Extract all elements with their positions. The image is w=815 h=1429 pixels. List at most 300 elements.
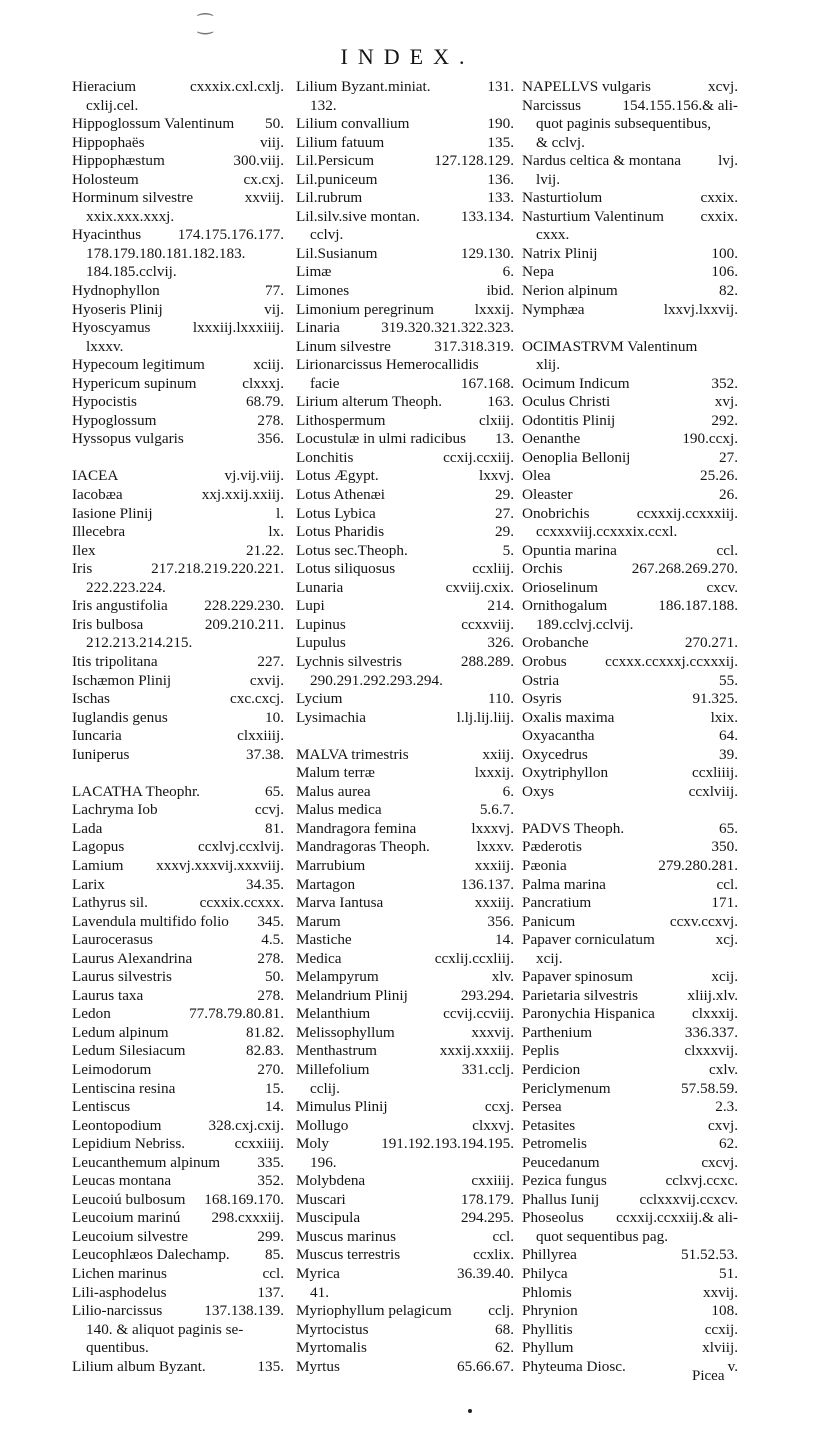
entry-term: Hieracium [72, 78, 137, 95]
index-entry [296, 987, 514, 1006]
index-entry [72, 1302, 284, 1321]
index-entry [296, 690, 514, 709]
entry-term: Ocimum Indicum [522, 374, 630, 392]
index-entry [72, 1061, 284, 1080]
entry-term: Lichen marinus [72, 1265, 167, 1282]
index-entry [296, 653, 514, 672]
entry-term: Iuncaria [72, 727, 122, 745]
entry-term: Melissophyllum [296, 1023, 395, 1041]
index-entry [72, 1228, 284, 1247]
entry-pages: 278. [257, 949, 284, 967]
entry-term: Linum silvestre [296, 337, 391, 355]
entry-pages: 209.210.211. [204, 615, 284, 633]
index-entry [522, 560, 738, 579]
index-entry-continuation: cclij. [310, 1079, 340, 1097]
index-entry [296, 505, 514, 524]
index-entry [522, 97, 738, 116]
entry-pages: 15. [265, 1079, 284, 1097]
index-entry [72, 319, 284, 338]
index-entry [522, 1191, 738, 1210]
entry-term: Mollugo [296, 1116, 349, 1134]
entry-pages: cxc.cxcj. [230, 690, 284, 708]
page-corner-mark: ⁐ [198, 14, 213, 34]
entry-term: Leucoiú bulbosum [72, 1190, 186, 1208]
entry-pages: 278. [257, 986, 284, 1004]
ink-dot [468, 1409, 472, 1413]
catchword: Picea [692, 1368, 725, 1384]
index-entry [296, 968, 514, 987]
entry-term: Lotus Ægypt. [296, 467, 379, 485]
entry-term: Lil.puniceum [296, 170, 378, 188]
entry-pages: lxxvj. [478, 467, 514, 485]
index-entry [72, 857, 284, 876]
index-entry [72, 950, 284, 969]
index-entry [522, 876, 738, 895]
entry-pages: 25.26. [700, 467, 738, 485]
index-entry [72, 171, 284, 190]
entry-pages: 190. [487, 115, 514, 133]
index-section-start [72, 783, 284, 802]
entry-term: Myrtomalis [296, 1339, 367, 1357]
entry-term: OCIMASTRVM Valentinum [522, 337, 698, 355]
entry-term: Myrica [296, 1265, 340, 1282]
entry-pages: 319.320.321.322.323. [381, 319, 514, 337]
entry-pages: 13. [495, 430, 514, 448]
entry-term: Lupi [296, 597, 325, 615]
index-entry [72, 1154, 284, 1173]
entry-pages: 356. [487, 912, 514, 930]
index-entry [72, 356, 284, 375]
entry-term: Panicum [522, 912, 576, 930]
entry-term: Nepa [522, 263, 555, 281]
entry-term: Lotus sec.Theoph. [296, 541, 408, 559]
entry-term: Locustulæ in ulmi radicibus [296, 430, 466, 448]
index-entry [296, 1042, 514, 1061]
entry-term: Iacobæa [72, 486, 123, 504]
index-entry-continuation: cclvj. [310, 226, 344, 244]
entry-pages: 110. [487, 690, 514, 708]
entry-pages: ccxxij.ccxxiij.& ali- [616, 1209, 738, 1227]
entry-term: Pæderotis [522, 838, 582, 856]
entry-pages: 227. [257, 652, 284, 670]
entry-pages: xciij. [253, 356, 284, 374]
entry-pages: ccxv.ccxvj. [669, 912, 738, 930]
entry-pages: 135. [487, 133, 514, 151]
entry-pages: xcvj. [708, 78, 738, 95]
entry-pages: 106. [711, 263, 738, 281]
entry-pages: ccxlij.ccxliij. [434, 949, 514, 967]
entry-term: Nasturtium Valentinum [522, 207, 664, 225]
entry-term: Horminum silvestre [72, 189, 194, 207]
entry-pages: 326. [487, 634, 514, 652]
entry-pages: clxxxj. [242, 374, 284, 392]
index-entry [296, 115, 514, 134]
index-entry [72, 1358, 284, 1377]
entry-term: Olea [522, 467, 551, 485]
entry-term: Phyllum [522, 1339, 574, 1357]
entry-pages: 2.3. [715, 1098, 738, 1116]
index-entry [296, 412, 514, 431]
entry-pages: 154.155.156.& ali- [622, 96, 738, 114]
index-entry-continuation: 222.223.224. [86, 578, 166, 596]
entry-pages: 178.179. [460, 1190, 514, 1208]
entry-pages: 228.229.230. [204, 597, 284, 615]
entry-term: Orobus [522, 652, 567, 670]
index-entry [72, 505, 284, 524]
index-entry [522, 1284, 738, 1303]
entry-term: Iasione Plinij [72, 504, 153, 522]
entry-pages: 14. [265, 1098, 284, 1116]
index-entry [522, 430, 738, 449]
entry-term: Oenanthe [522, 430, 581, 448]
entry-term: Lil.Persicum [296, 152, 375, 170]
entry-term: Ledum Silesiacum [72, 1042, 186, 1060]
entry-term: Ilex [72, 541, 96, 559]
entry-term: Lilium fatuum [296, 133, 385, 151]
entry-pages: lxix. [710, 708, 738, 726]
index-entry [522, 727, 738, 746]
index-entry-continuation: 132. [310, 96, 337, 114]
index-entry [296, 523, 514, 542]
entry-term: Lathyrus sil. [72, 894, 148, 912]
index-entry [72, 931, 284, 950]
index-entry [296, 709, 514, 728]
entry-pages: 62. [719, 1135, 738, 1153]
index-entry [522, 857, 738, 876]
entry-term: Odontitis Plinij [522, 411, 616, 429]
index-entry-continuation: quot paginis subsequentibus, [536, 115, 712, 133]
entry-term: NAPELLVS vulgaris [522, 78, 651, 95]
index-entry [296, 393, 514, 412]
entry-term: MALVA trimestris [296, 745, 409, 763]
index-entry [522, 1042, 738, 1061]
entry-pages: 163. [487, 393, 514, 411]
entry-pages: ccxj. [484, 1098, 514, 1116]
entry-pages: ccl. [492, 1227, 514, 1245]
index-entry [72, 430, 284, 449]
entry-pages: 293.294. [460, 986, 514, 1004]
entry-term: Oenoplia Bellonij [522, 448, 631, 466]
index-entry [296, 634, 514, 653]
entry-pages: 21.22. [246, 541, 284, 559]
entry-pages: cclj. [488, 1302, 514, 1320]
entry-term: Marva Iantusa [296, 894, 384, 912]
entry-pages: xxvij. [702, 1283, 738, 1301]
index-entry [72, 1098, 284, 1117]
entry-pages: 57.58.59. [681, 1079, 738, 1097]
index-entry-continuation: 41. [310, 1283, 329, 1301]
index-entry [522, 467, 738, 486]
index-entry [522, 375, 738, 394]
index-entry [296, 764, 514, 783]
entry-term: Melanthium [296, 1005, 371, 1023]
entry-term: Hyoseris Plinij [72, 300, 163, 318]
index-entry [72, 876, 284, 895]
entry-term: Nymphæa [522, 300, 585, 318]
index-entry [522, 709, 738, 728]
entry-term: Lada [72, 819, 103, 837]
entry-pages: 133.134. [460, 207, 514, 225]
index-section-start [522, 820, 738, 839]
index-entry [296, 134, 514, 153]
entry-pages: 135. [257, 1357, 284, 1375]
page-heading: INDEX. [340, 44, 475, 69]
entry-pages: 352. [257, 1172, 284, 1190]
entry-term: Iuglandis genus [72, 708, 168, 726]
entry-pages: 51.52.53. [681, 1246, 738, 1264]
index-entry [72, 1246, 284, 1265]
entry-pages: 336.337. [684, 1023, 738, 1041]
index-entry [296, 338, 514, 357]
index-entry [296, 1172, 514, 1191]
entry-pages: cclxxxvij.ccxcv. [639, 1190, 738, 1208]
entry-term: Hyssopus vulgaris [72, 430, 184, 448]
index-column-2 [296, 78, 514, 1376]
entry-pages: 270. [257, 1060, 284, 1078]
entry-pages: cxcvj. [701, 1153, 738, 1171]
index-entry [72, 820, 284, 839]
index-entry [522, 189, 738, 208]
index-entry-continuation: 189.cclvj.cclvij. [536, 615, 634, 633]
entry-pages: xxxij.xxxiij. [439, 1042, 514, 1060]
entry-pages: 191.192.193.194.195. [381, 1135, 514, 1153]
index-entry [296, 486, 514, 505]
entry-term: Itis tripolitana [72, 652, 158, 670]
entry-pages: ccxij. [704, 1320, 738, 1338]
entry-term: Nardus celtica & montana [522, 152, 681, 170]
index-entry [72, 616, 284, 635]
entry-term: Lilium convallium [296, 115, 410, 133]
entry-pages: lxxxij. [474, 300, 514, 318]
entry-pages: 37.38. [246, 745, 284, 763]
entry-term: Lilio-narcissus [72, 1302, 163, 1320]
entry-term: Lamium [72, 856, 124, 874]
index-entry [296, 857, 514, 876]
entry-pages: 85. [265, 1246, 284, 1264]
entry-term: Peplis [522, 1042, 560, 1060]
entry-pages: ccxlvj.ccxlvij. [197, 838, 284, 856]
entry-term: Peucedanum [522, 1153, 600, 1171]
entry-term: Ostria [522, 671, 560, 689]
index-entry [522, 301, 738, 320]
entry-pages: 50. [265, 968, 284, 986]
index-entry [522, 1080, 738, 1099]
entry-pages: 167.168. [460, 374, 514, 392]
entry-pages: 65. [719, 819, 738, 837]
index-entry [296, 894, 514, 913]
entry-term: Papaver corniculatum [522, 931, 655, 949]
entry-pages: cxxix. [700, 207, 738, 225]
entry-term: Phoseolus [522, 1209, 584, 1227]
entry-term: Martagon [296, 875, 356, 893]
index-entry [296, 1302, 514, 1321]
index-entry [296, 78, 514, 97]
index-entry [72, 115, 284, 134]
entry-term: Leucanthemum alpinum [72, 1153, 221, 1171]
entry-pages: ccxxx.ccxxxj.ccxxxij. [605, 652, 738, 670]
entry-term: LACATHA Theophr. [72, 782, 200, 800]
entry-term: Opuntia marina [522, 541, 617, 559]
index-entry-continuation: xcij. [536, 949, 563, 967]
entry-pages: 294.295. [460, 1209, 514, 1227]
entry-continuation: facie [310, 374, 340, 392]
entry-term: Hypoglossum [72, 411, 157, 429]
index-entry [296, 838, 514, 857]
entry-term: Oxys [522, 782, 555, 800]
entry-term: Oxytriphyllon [522, 764, 609, 782]
entry-pages: 298.cxxxiij. [211, 1209, 284, 1227]
index-entry [72, 838, 284, 857]
index-entry [522, 449, 738, 468]
entry-pages: lxxxv. [476, 838, 514, 856]
entry-term: Muscus marinus [296, 1227, 396, 1245]
index-entry [296, 1117, 514, 1136]
entry-term: Leucophlæos Dalechamp. [72, 1246, 230, 1264]
entry-term: Lirium alterum Theoph. [296, 393, 443, 411]
entry-term: Oxyacantha [522, 727, 595, 745]
section-gap [522, 319, 738, 338]
entry-term: Moly [296, 1135, 329, 1153]
index-entry [72, 968, 284, 987]
index-entry [522, 987, 738, 1006]
entry-term: Periclymenum [522, 1079, 611, 1097]
entry-term: Nasturtiolum [522, 189, 603, 207]
index-entry [72, 709, 284, 728]
index-entry [522, 597, 738, 616]
entry-term: Phyteuma Diosc. [522, 1357, 626, 1375]
entry-pages: v. [727, 1357, 738, 1375]
index-entry [522, 653, 738, 672]
entry-pages: lxxxiij.lxxxiiij. [192, 319, 284, 337]
index-entry [296, 1339, 514, 1358]
entry-term: Leimodorum [72, 1060, 152, 1078]
entry-pages: 108. [711, 1302, 738, 1320]
entry-term: Malum terræ [296, 764, 375, 782]
index-entry [522, 1339, 738, 1358]
index-entry [296, 263, 514, 282]
index-entry-continuation: 184.185.cclvij. [86, 263, 177, 281]
index-entry [522, 783, 738, 802]
index-entry [296, 152, 514, 171]
entry-pages: clxxxvij. [684, 1042, 738, 1060]
entry-pages: 64. [719, 727, 738, 745]
entry-term: Natrix Plinij [522, 244, 598, 262]
index-entry-continuation: quentibus. [86, 1339, 149, 1357]
entry-pages: cxviij.cxix. [445, 578, 514, 596]
index-entry [72, 1209, 284, 1228]
index-entry [296, 1228, 514, 1247]
entry-pages: 27. [495, 504, 514, 522]
entry-term: Hypocistis [72, 393, 137, 411]
index-entry [72, 152, 284, 171]
index-entry [522, 672, 738, 691]
entry-term: Lysimachia [296, 708, 367, 726]
entry-pages: 300.viij. [233, 152, 284, 170]
entry-term: Hypecoum legitimum [72, 356, 205, 374]
entry-term: Lilium Byzant.miniat. [296, 78, 431, 95]
index-entry [522, 1135, 738, 1154]
entry-term: Lentiscus [72, 1098, 131, 1116]
entry-term: Molybdena [296, 1172, 366, 1190]
entry-pages: 345. [257, 912, 284, 930]
entry-term: Illecebra [72, 523, 126, 541]
index-entry [296, 913, 514, 932]
entry-term: Leucas montana [72, 1172, 172, 1190]
entry-term: Ischæmon Plinij [72, 671, 172, 689]
index-entry [522, 412, 738, 431]
index-entry [72, 1284, 284, 1303]
index-entry-continuation: 196. [310, 1153, 337, 1171]
entry-term: Ornithogalum [522, 597, 608, 615]
entry-term: Paronychia Hispanica [522, 1005, 655, 1023]
entry-pages: 186.187.188. [658, 597, 738, 615]
entry-pages: 136. [487, 170, 514, 188]
entry-pages: 174.175.176.177. [177, 226, 284, 244]
entry-term: Iuniperus [72, 745, 130, 763]
entry-pages: 356. [257, 430, 284, 448]
index-entry [296, 1098, 514, 1117]
index-section-start [296, 746, 514, 765]
index-entry-continuation: & cclvj. [536, 133, 585, 151]
entry-term: Marum [296, 912, 341, 930]
entry-pages: ccxlix. [473, 1246, 514, 1264]
index-entry [296, 245, 514, 264]
entry-term: Lupinus [296, 615, 346, 633]
index-entry [296, 931, 514, 950]
entry-pages: 50. [265, 115, 284, 133]
index-entry-continuation [296, 375, 514, 394]
index-entry [296, 1321, 514, 1340]
index-entry [522, 690, 738, 709]
entry-term: Palma marina [522, 875, 606, 893]
entry-term: Malus aurea [296, 782, 371, 800]
index-entry [296, 950, 514, 969]
entry-term: Oxycedrus [522, 745, 588, 763]
index-entry [296, 319, 514, 338]
entry-pages: 82.83. [246, 1042, 284, 1060]
index-entry [296, 801, 514, 820]
entry-pages: 26. [719, 486, 738, 504]
entry-term: Oculus Christi [522, 393, 611, 411]
index-entry-continuation: 212.213.214.215. [86, 634, 193, 652]
index-entry [72, 894, 284, 913]
entry-pages: 100. [711, 244, 738, 262]
index-entry [522, 1117, 738, 1136]
index-entry [296, 1191, 514, 1210]
entry-term: Lonchitis [296, 448, 354, 466]
entry-term: Lotus siliquosus [296, 560, 396, 578]
entry-term: Lachryma Iob [72, 801, 158, 819]
index-entry [72, 393, 284, 412]
entry-term: Parietaria silvestris [522, 986, 638, 1004]
entry-pages: 6. [502, 263, 514, 281]
entry-pages: 137.138.139. [204, 1302, 284, 1320]
entry-term: Pancratium [522, 894, 592, 912]
index-entry [522, 152, 738, 171]
index-entry-continuation: ccxxxviij.ccxxxix.ccxl. [536, 523, 678, 541]
index-entry [522, 746, 738, 765]
entry-pages: lxxvj.lxxvij. [663, 300, 738, 318]
index-entry [72, 727, 284, 746]
entry-term: IACEA [72, 467, 119, 485]
entry-pages: 352. [711, 374, 738, 392]
entry-term: Limones [296, 282, 350, 300]
entry-term: Phallus Iunij [522, 1190, 600, 1208]
entry-pages: 331.cclj. [461, 1060, 514, 1078]
entry-pages: l.lj.lij.liij. [456, 708, 514, 726]
entry-term: Osyris [522, 690, 562, 708]
index-entry-continuation: quot sequentibus pag. [536, 1227, 669, 1245]
